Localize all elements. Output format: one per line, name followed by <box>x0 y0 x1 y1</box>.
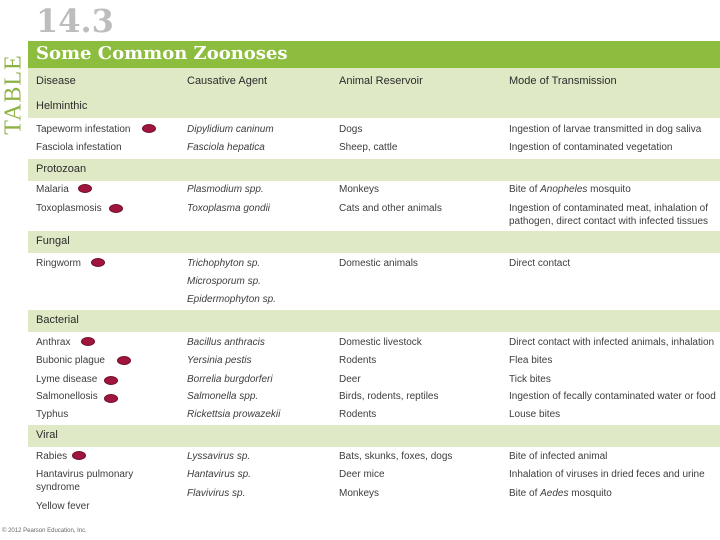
disease-cell: Typhus <box>36 409 69 420</box>
title-bar <box>28 41 720 68</box>
agent-cell: Toxoplasma gondii <box>187 203 271 214</box>
group-fungal: Fungal <box>28 231 720 253</box>
disease-cell: Ringworm <box>36 258 82 269</box>
reservoir-cell: Monkeys <box>339 488 380 499</box>
reservoir-cell: Cats and other animals <box>339 203 442 214</box>
agent-cell: Borrelia burgdorferi <box>187 374 273 385</box>
disease-cell: Malaria <box>36 184 69 195</box>
highlight-marker <box>117 356 131 365</box>
agent-cell: Flavivirus sp. <box>187 488 246 499</box>
mode-cell: Bite of Anopheles mosquito <box>509 184 631 195</box>
agent-cell: Lyssavirus sp. <box>187 451 251 462</box>
mode-cell: Bite of infected animal <box>509 451 608 462</box>
group-bacterial: Bacterial <box>28 310 720 332</box>
highlight-marker <box>104 394 118 403</box>
mode-cell: Inhalation of viruses in dried feces and urine <box>509 469 705 480</box>
agent-cell: Hantavirus sp. <box>187 469 251 480</box>
column-header-row <box>28 68 720 96</box>
col-header-disease: Disease <box>36 75 76 87</box>
mode-cell: Louse bites <box>509 409 561 420</box>
reservoir-cell: Monkeys <box>339 184 380 195</box>
reservoir-cell: Rodents <box>339 355 377 366</box>
agent-cell: Bacillus anthracis <box>187 337 265 348</box>
reservoir-cell: Sheep, cattle <box>339 142 398 153</box>
disease-cell: Tapeworm infestation <box>36 124 131 135</box>
reservoir-cell: Domestic animals <box>339 258 418 269</box>
disease-cell: Toxoplasmosis <box>36 203 102 214</box>
disease-cell: Hantavirus pulmonary <box>36 469 134 480</box>
group-helminthic: Helminthic <box>28 96 720 118</box>
reservoir-cell: Rodents <box>339 409 377 420</box>
disease-cell: Anthrax <box>36 337 71 348</box>
col-header-reservoir: Animal Reservoir <box>339 75 423 87</box>
table-side-label: TABLE <box>0 53 27 135</box>
mode-cell: pathogen, direct contact with infected tissues <box>509 216 709 227</box>
table-number: 14.3 <box>36 2 114 40</box>
reservoir-cell: Deer mice <box>339 469 385 480</box>
agent-cell: Plasmodium spp. <box>187 184 264 195</box>
highlight-marker <box>91 258 105 267</box>
mode-cell: Ingestion of contaminated vegetation <box>509 142 673 153</box>
reservoir-cell: Deer <box>339 374 361 385</box>
mode-cell: Flea bites <box>509 355 553 366</box>
highlight-marker <box>78 184 92 193</box>
table-title: Some Common Zoonoses <box>36 43 288 64</box>
disease-cell: Lyme disease <box>36 374 98 385</box>
mode-cell: Direct contact <box>509 258 571 269</box>
reservoir-cell: Dogs <box>339 124 363 135</box>
disease-cell: Salmonellosis <box>36 391 98 402</box>
highlight-marker <box>81 337 95 346</box>
agent-cell: Rickettsia prowazekii <box>187 409 281 420</box>
reservoir-cell: Birds, rodents, reptiles <box>339 391 439 402</box>
mode-cell: Bite of Aedes mosquito <box>509 488 612 499</box>
reservoir-cell: Domestic livestock <box>339 337 422 348</box>
disease-cell: Bubonic plague <box>36 355 105 366</box>
disease-cell: syndrome <box>36 482 80 493</box>
copyright-notice: © 2012 Pearson Education, Inc. <box>2 528 87 534</box>
mode-cell: Ingestion of larvae transmitted in dog saliva <box>509 124 702 135</box>
group-protozoan: Protozoan <box>28 159 720 181</box>
reservoir-cell: Bats, skunks, foxes, dogs <box>339 451 453 462</box>
col-header-mode: Mode of Transmission <box>509 75 617 87</box>
highlight-marker <box>104 376 118 385</box>
agent-cell: Trichophyton sp. <box>187 258 261 269</box>
mode-cell: Tick bites <box>509 374 551 385</box>
disease-cell: Yellow fever <box>36 501 90 512</box>
highlight-marker <box>142 124 156 133</box>
agent-cell: Salmonella spp. <box>187 391 259 402</box>
mode-cell: Ingestion of fecally contaminated water or food <box>509 391 716 402</box>
disease-cell: Fasciola infestation <box>36 142 122 153</box>
highlight-marker <box>72 451 86 460</box>
col-header-agent: Causative Agent <box>187 75 268 87</box>
agent-cell: Dipylidium caninum <box>187 124 274 135</box>
group-viral: Viral <box>28 425 720 447</box>
mode-cell: Direct contact with infected animals, inhalation <box>509 337 715 348</box>
highlight-marker <box>109 204 123 213</box>
mode-cell: Ingestion of contaminated meat, inhalation of <box>509 203 709 214</box>
agent-cell: Microsporum sp. <box>187 276 261 287</box>
agent-cell: Yersinia pestis <box>187 355 252 366</box>
agent-cell: Fasciola hepatica <box>187 142 265 153</box>
disease-cell: Rabies <box>36 451 68 462</box>
agent-cell: Epidermophyton sp. <box>187 294 276 305</box>
